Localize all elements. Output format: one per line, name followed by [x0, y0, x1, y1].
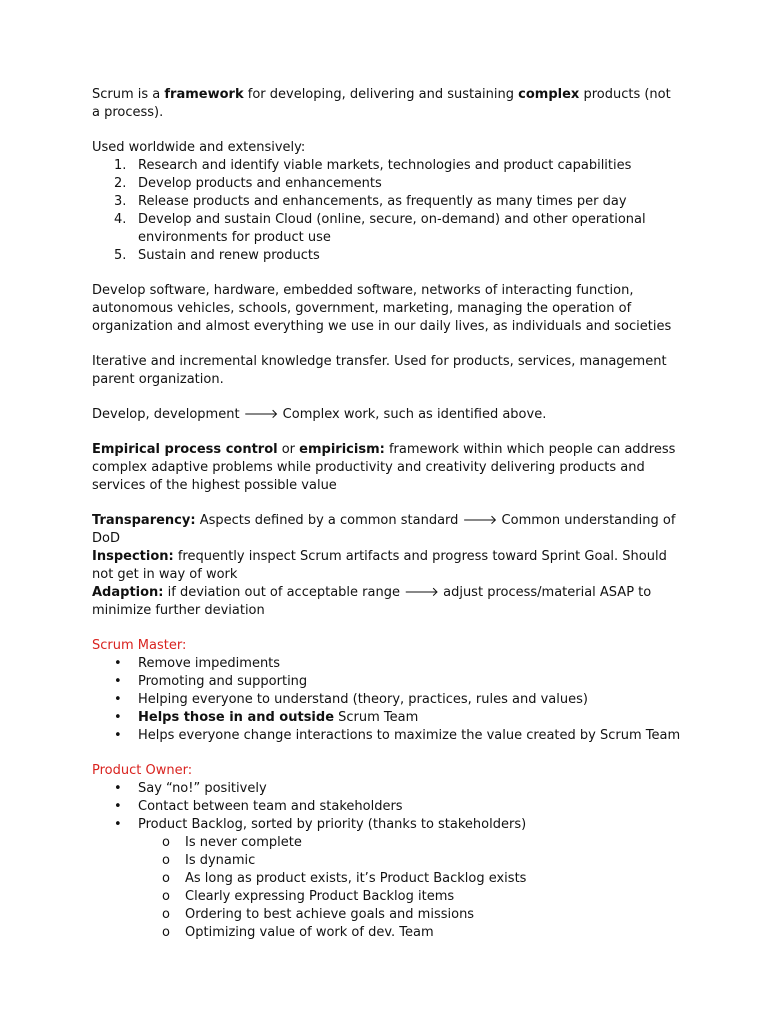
usage-item — [92, 211, 682, 247]
list-item — [92, 780, 682, 798]
list-item — [92, 655, 682, 673]
scrum-master-heading: Scrum Master: — [92, 638, 187, 653]
list-number: 3. — [114, 194, 127, 209]
arrow-right-icon: 🡒 — [243, 407, 279, 422]
list-item-text: Scrum Team — [334, 710, 419, 725]
list-item-text: Helps everyone change interactions to maximize the value created by Scrum Team — [138, 728, 681, 743]
sub-list-item — [92, 852, 682, 870]
usage-item — [92, 193, 682, 211]
arrow-right-icon: 🡒 — [404, 585, 439, 600]
inspection-text: frequently inspect Scrum artifacts and progress toward Sprint Goal. Should not get in way of work — [92, 549, 667, 582]
product-owner-list — [92, 780, 682, 834]
list-item — [92, 727, 682, 745]
develop-paragraph: Develop software, hardware, embedded software, networks of interacting function, autonomous vehicles, schools, government, marketing, managing the operation of organization and almost everything we use in our daily lives, as individuals and societies — [92, 283, 672, 334]
list-item-text: Promoting and supporting — [138, 674, 308, 689]
list-number: 2. — [114, 176, 127, 191]
list-number: 1. — [114, 158, 127, 173]
develop-line — [92, 406, 682, 424]
usage-item — [92, 247, 682, 265]
inspection-label: Inspection: — [92, 549, 174, 564]
sub-list-item-text: Is dynamic — [185, 853, 256, 868]
product-owner-heading: Product Owner: — [92, 763, 193, 778]
sub-list-item-text: As long as product exists, it’s Product Backlog exists — [185, 871, 527, 886]
usage-item — [92, 175, 682, 193]
adaption-label: Adaption: — [92, 585, 164, 600]
usage-item-text: Develop and sustain Cloud (online, secure, on-demand) and other operational environments for product use — [138, 212, 646, 245]
sub-list-item-text: Optimizing value of work of dev. Team — [185, 925, 434, 940]
usage-list — [92, 157, 682, 265]
intro-bold-complex: complex — [518, 87, 580, 102]
list-item — [92, 798, 682, 816]
transparency-label: Transparency: — [92, 513, 196, 528]
document-page — [92, 86, 682, 942]
bullet-icon: • — [114, 674, 122, 689]
bullet-icon: • — [114, 817, 122, 832]
intro-text-3: products (not a process). — [92, 87, 671, 120]
intro-text-2: for developing, delivering and sustaining — [243, 87, 519, 102]
sub-list-item-text: Clearly expressing Product Backlog items — [185, 889, 455, 904]
adaption-line — [92, 584, 682, 620]
bullet-icon: • — [114, 781, 122, 796]
empirical-bold-2: empiricism: — [299, 442, 385, 457]
list-item-text: Contact between team and stakeholders — [138, 799, 403, 814]
list-item — [92, 673, 682, 691]
list-item — [92, 691, 682, 709]
list-item-text: Helping everyone to understand (theory, practices, rules and values) — [138, 692, 588, 707]
intro-text-1: Scrum is a — [92, 87, 165, 102]
list-number: 5. — [114, 248, 127, 263]
list-item — [92, 816, 682, 834]
inspection-line — [92, 548, 682, 584]
bullet-icon: • — [114, 710, 122, 725]
circle-bullet-icon: o — [162, 907, 170, 922]
sub-list-item-text: Ordering to best achieve goals and missions — [185, 907, 475, 922]
list-item-text: Remove impediments — [138, 656, 281, 671]
circle-bullet-icon: o — [162, 835, 170, 850]
transparency-text-after: Common understanding of DoD — [92, 513, 676, 546]
list-item-text: Product Backlog, sorted by priority (thanks to stakeholders) — [138, 817, 527, 832]
sub-list-item — [92, 834, 682, 852]
bullet-icon: • — [114, 656, 122, 671]
bullet-icon: • — [114, 728, 122, 743]
list-number: 4. — [114, 212, 127, 227]
adaption-text-after: adjust process/material ASAP to minimize further deviation — [92, 585, 652, 618]
circle-bullet-icon: o — [162, 889, 170, 904]
bullet-icon: • — [114, 799, 122, 814]
list-item-bold-text: Helps those in and outside — [138, 710, 335, 725]
sub-list-item — [92, 906, 682, 924]
arrow-right-icon: 🡒 — [462, 513, 498, 528]
adaption-text-before: if deviation out of acceptable range — [163, 585, 405, 600]
usage-item-text: Research and identify viable markets, technologies and product capabilities — [138, 158, 632, 173]
develop-line-after: Complex work, such as identified above. — [278, 407, 547, 422]
empirical-text-1: or — [277, 442, 300, 457]
iterative-paragraph: Iterative and incremental knowledge transfer. Used for products, services, management parent organization. — [92, 354, 667, 387]
list-item-text: Say “no!” positively — [138, 781, 267, 796]
list-item — [92, 709, 682, 727]
sub-list-item-text: Is never complete — [185, 835, 302, 850]
empirical-bold-1: Empirical process control — [92, 442, 278, 457]
sub-list-item — [92, 870, 682, 888]
usage-item — [92, 157, 682, 175]
intro-paragraph — [92, 86, 682, 122]
sub-list-item — [92, 924, 682, 942]
circle-bullet-icon: o — [162, 871, 170, 886]
usage-item-text: Release products and enhancements, as frequently as many times per day — [138, 194, 627, 209]
transparency-line — [92, 512, 682, 548]
empirical-paragraph — [92, 441, 682, 495]
intro-bold-framework: framework — [164, 87, 244, 102]
sub-list-item — [92, 888, 682, 906]
develop-line-before: Develop, development — [92, 407, 244, 422]
empirical-text-2: framework within which people can address complex adaptive problems while productivity and creativity delivering products and services of the highest possible value — [92, 442, 676, 493]
circle-bullet-icon: o — [162, 853, 170, 868]
scrum-master-list — [92, 655, 682, 745]
usage-item-text: Sustain and renew products — [138, 248, 320, 263]
circle-bullet-icon: o — [162, 925, 170, 940]
bullet-icon: • — [114, 692, 122, 707]
usage-heading: Used worldwide and extensively: — [92, 140, 306, 155]
product-backlog-sublist — [92, 834, 682, 942]
usage-item-text: Develop products and enhancements — [138, 176, 382, 191]
transparency-text-before: Aspects defined by a common standard — [195, 513, 463, 528]
